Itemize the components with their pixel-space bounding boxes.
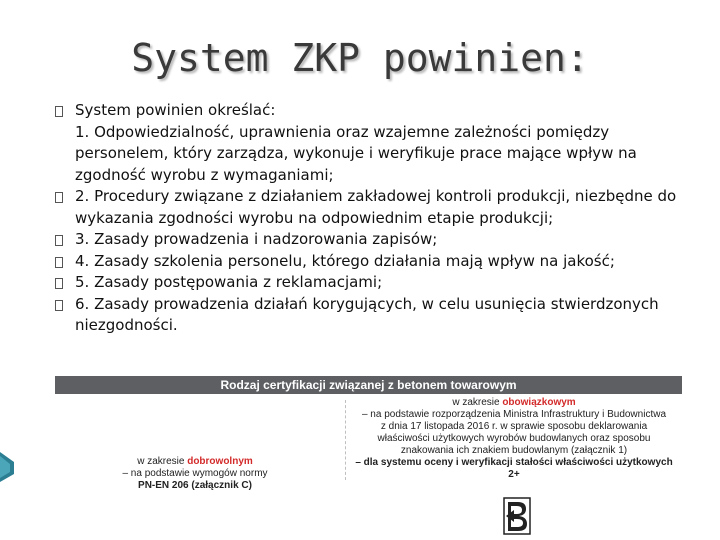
mandatory-prefix: w zakresie: [452, 397, 503, 408]
square-bullet-icon: [55, 106, 63, 117]
voluntary-panel: [55, 394, 345, 540]
certification-graphic: [55, 376, 682, 540]
bullet-line: personelem, który zarządza, wykonuje i weryfikuje prace mające wpływ na: [75, 144, 637, 162]
mandatory-text: [351, 397, 677, 481]
voluntary-text: [115, 456, 275, 492]
bullet-line: 5. Zasady postępowania z reklamacjami;: [75, 273, 383, 291]
decorative-arrow-icon: [0, 452, 14, 482]
mandatory-line: znakowania ich znakiem budowlanym (załącznik 1): [400, 445, 628, 456]
bullet-line: 2. Procedury związane z działaniem zakładowej kontroli produkcji, niezbędne do: [75, 187, 677, 205]
mandatory-line: z dnia 17 listopada 2016 r. w sprawie sposobu deklarowania: [380, 421, 648, 432]
bullet-item: [50, 186, 690, 229]
construction-mark-logo-icon: [502, 496, 532, 536]
bullet-line: 4. Zasady szkolenia personelu, którego działania mają wpływ na jakość;: [75, 251, 615, 270]
bullet-item: [50, 229, 690, 251]
mandatory-highlight: obowiązkowym: [502, 397, 576, 408]
square-bullet-icon: [55, 300, 63, 311]
bullet-line: 3. Zasady prowadzenia i nadzorowania zapisów;: [75, 230, 438, 248]
slide-title: System ZKP powinien:: [131, 36, 589, 80]
mandatory-line: właściwości użytkowych wyrobów budowlanych oraz sposobu: [377, 433, 651, 444]
mandatory-line: 2+: [508, 469, 520, 480]
bullet-list: [50, 100, 690, 337]
bullet-line: System powinien określać:: [75, 101, 276, 119]
bullet-item: [50, 294, 690, 337]
square-bullet-icon: [55, 192, 63, 203]
voluntary-prefix: w zakresie: [137, 456, 188, 467]
graphic-header: Rodzaj certyfikacji związanej z betonem towarowym: [55, 376, 682, 394]
voluntary-highlight: dobrowolnym: [187, 456, 253, 467]
bullet-item: [50, 272, 690, 294]
bullet-line: niezgodności.: [75, 316, 178, 334]
square-bullet-icon: [55, 278, 63, 289]
mandatory-line: – dla systemu oceny i weryfikacji stałości właściwości użytkowych: [355, 457, 673, 468]
voluntary-line: – na podstawie wymogów normy: [122, 468, 268, 479]
square-bullet-icon: [55, 257, 63, 268]
bullet-line: 1. Odpowiedzialność, uprawnienia oraz wzajemne zależności pomiędzy: [75, 122, 610, 141]
bullet-line: 6. Zasady prowadzenia działań korygujących, w celu usunięcia stwierdzonych: [75, 294, 659, 313]
bullet-line: wykazania zgodności wyrobu na odpowiednim etapie produkcji;: [75, 208, 554, 227]
panel-divider: [345, 400, 346, 480]
square-bullet-icon: [55, 235, 63, 246]
bullet-item: [50, 100, 690, 186]
voluntary-line: PN-EN 206 (załącznik C): [138, 480, 252, 491]
bullet-item: [50, 251, 690, 273]
bullet-line: zgodność wyrobu z wymaganiami;: [75, 165, 334, 184]
mandatory-line: – na podstawie rozporządzenia Ministra Infrastruktury i Budownictwa: [361, 409, 667, 420]
